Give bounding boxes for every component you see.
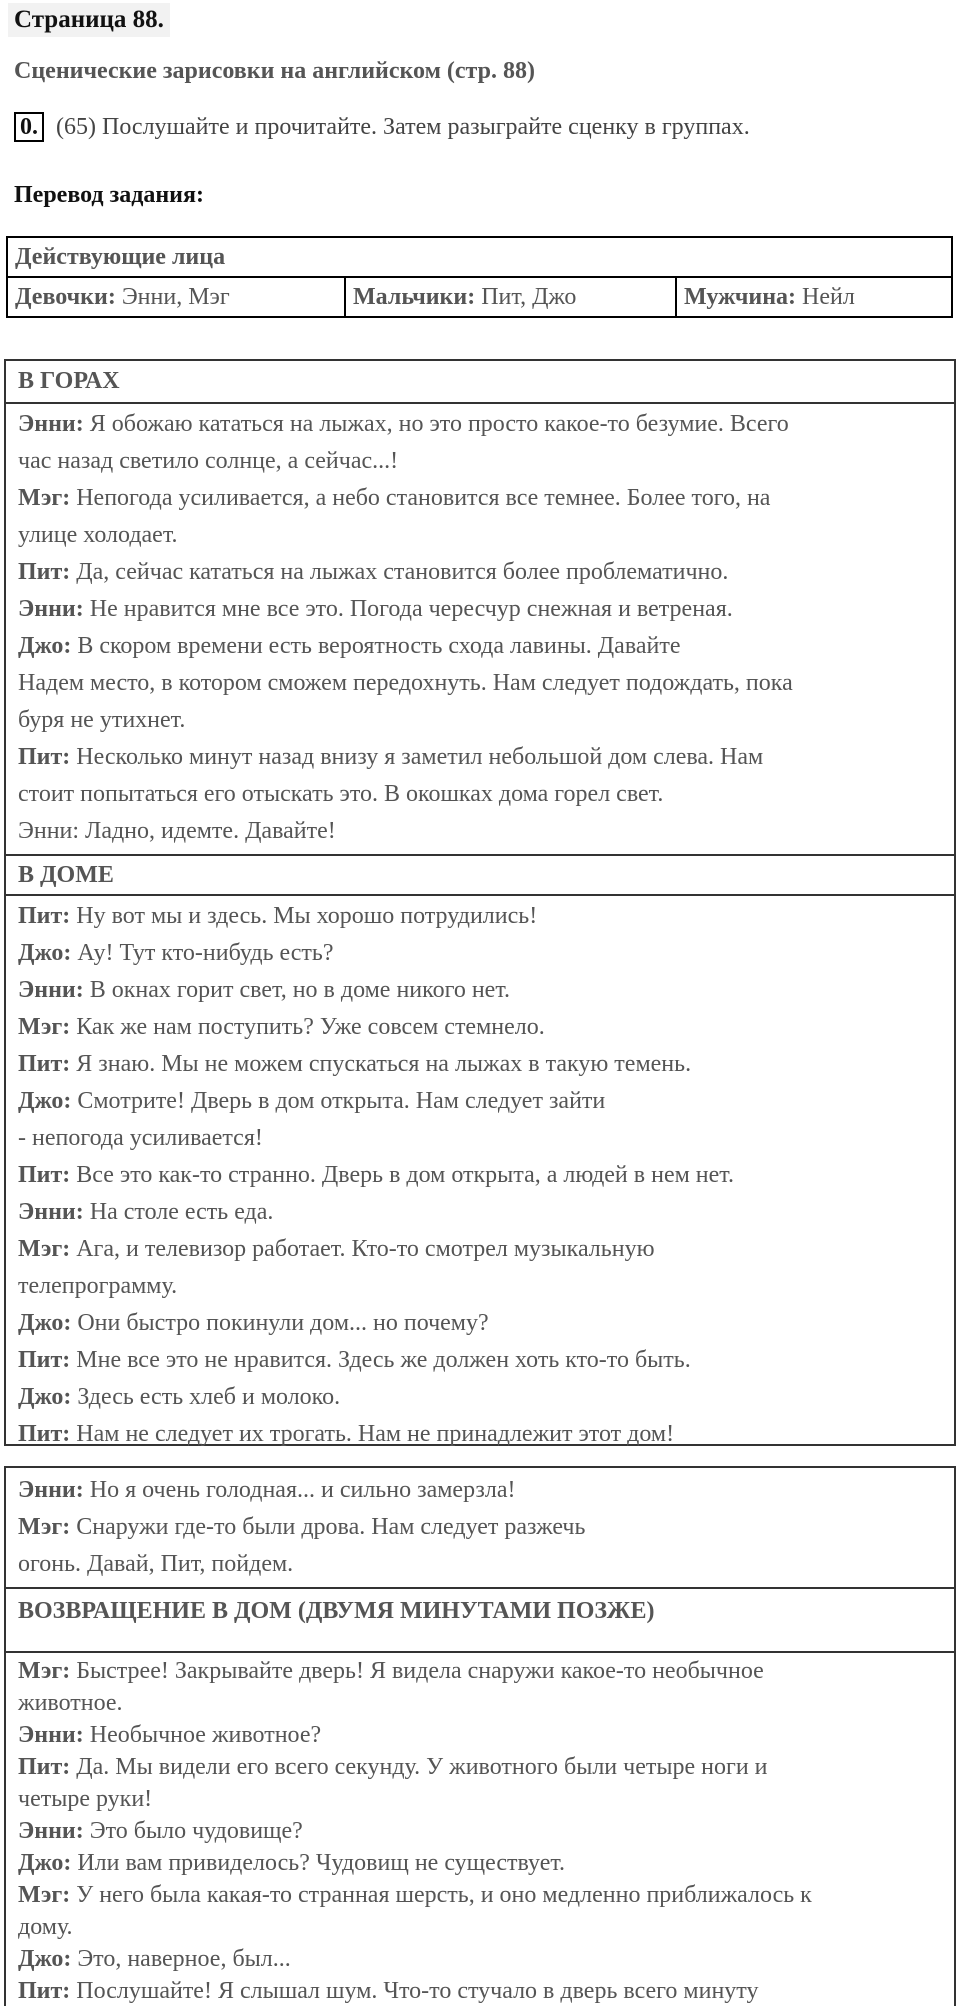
line-text: Да, сейчас кататься на лыжах становится более проблематично. [76,559,729,585]
task-text: (65) Послушайте и прочитайте. Затем разыграйте сценку в группах. [56,114,750,140]
line-text: Надем место, в котором сможем передохнуть. Нам следует подождать, пока [18,670,793,696]
dialogue-line [18,739,942,776]
dialogue-line [18,1509,942,1546]
scene-lines [6,1468,954,1589]
dialogue-line [18,406,942,443]
speaker-name: Пит: [18,744,71,770]
cast-role: Девочки: [15,283,116,310]
line-text: Все это как-то странно. Дверь в дом открыта, а людей в нем нет. [76,1162,734,1188]
speaker-name: Энни: [18,411,84,437]
line-text: Не нравится мне все это. Погода чересчур снежная и ветреная. [89,596,733,622]
line-text: огонь. Давай, Пит, пойдем. [18,1551,294,1577]
dialogue-line [18,1194,942,1231]
speaker-name: Мэг: [18,1014,71,1040]
dialogue-line [18,1751,942,1783]
dialogue-line [18,1083,942,1120]
dialogue-line [18,776,942,813]
page-title: Страница 88. [8,3,170,37]
cast-cell [676,277,952,317]
line-text: Это было чудовище? [89,1818,303,1844]
dialogue-line [18,702,942,739]
dialogue-line [18,665,942,702]
speaker-name: Джо: [18,1946,72,1972]
dialogue-line [18,1719,942,1751]
speaker-name: Энни: [18,1199,84,1225]
cast-cell [7,277,345,317]
cast-header: Действующие лица [7,237,952,277]
line-text: Они быстро покинули дом... но почему? [77,1310,489,1336]
speaker-name: Мэг: [18,485,71,511]
speaker-name: Джо: [18,633,72,659]
line-text: Необычное животное? [89,1722,322,1748]
dialogue-line [18,1815,942,1847]
line-text: телепрограмму. [18,1273,178,1299]
scene-lines [6,404,954,854]
speaker-name: Джо: [18,1310,72,1336]
line-text: Как же нам поступить? Уже совсем стемнело. [76,1014,545,1040]
speaker-name: Мэг: [18,1236,71,1262]
line-text: улице холодает. [18,522,178,548]
cast-names: Нейл [802,283,855,310]
dialogue-line [18,1046,942,1083]
dialogue-line [18,1342,942,1379]
cast-role: Мужчина: [684,283,797,310]
dialogue-line [18,972,942,1009]
dialogue-line [18,517,942,554]
line-text: В окнах горит свет, но в доме никого нет. [89,977,511,1003]
line-text: Ага, и телевизор работает. Кто-то смотрел музыкальную [76,1236,655,1262]
speaker-name: Мэг: [18,1882,71,1908]
cast-role: Мальчики: [353,283,476,310]
scene-title: В ДОМЕ [6,854,954,896]
line-text: Мне все это не нравится. Здесь же должен хоть кто-то быть. [76,1347,691,1373]
speaker-name: Пит: [18,1754,71,1780]
line-text: Непогода усиливается, а небо становится все темнее. Более того, на [76,485,771,511]
line-text: животное. [18,1690,123,1716]
speaker-name: Энни: [18,1477,84,1503]
line-text: Я знаю. Мы не можем спускаться на лыжах в такую темень. [76,1051,692,1077]
dialogue-line [18,1472,942,1509]
line-text: На столе есть еда. [89,1199,274,1225]
speaker-name: Пит: [18,1978,71,2004]
task-number: 0. [14,112,44,142]
dialogue-line [18,1009,942,1046]
dialogue-line [18,1416,942,1453]
dialogue-line [18,1546,942,1583]
line-text: Я обожаю кататься на лыжах, но это просто какое-то безумие. Всего [89,411,789,437]
line-text: Но я очень голодная... и сильно замерзла! [89,1477,516,1503]
line-text: буря не утихнет. [18,707,186,733]
dialogue-line [18,1305,942,1342]
dialogue-line [18,628,942,665]
dialogue-line [18,1379,942,1416]
dialogue-line [18,554,942,591]
scene-lines [6,896,954,1457]
dialogue-line [18,1157,942,1194]
line-text: стоит попытаться его отыскать это. В окошках дома горел свет. [18,781,664,807]
dialogue-line [18,1911,942,1943]
line-text: Нам не следует их трогать. Нам не принадлежит этот дом! [76,1421,675,1447]
speaker-name: Пит: [18,903,71,929]
dialogue-line [18,1120,942,1157]
line-text: Быстрее! Закрывайте дверь! Я видела снаружи какое-то необычное [76,1658,764,1684]
line-text: В скором времени есть вероятность схода лавины. Давайте [77,633,681,659]
line-text: час назад светило солнце, а сейчас...! [18,448,399,474]
line-text: Ау! Тут кто-нибудь есть? [77,940,334,966]
speaker-name: Мэг: [18,1658,71,1684]
dialogue-line [18,1975,942,2007]
dialogue-line [18,935,942,972]
dialogue-line [18,1783,942,1815]
speaker-name: Энни: [18,977,84,1003]
line-text: Здесь есть хлеб и молоко. [77,1384,341,1410]
line-text: - непогода усиливается! [18,1125,263,1151]
scene-title: В ГОРАХ [6,361,954,404]
speaker-name: Пит: [18,1051,71,1077]
speaker-name: Мэг: [18,1514,71,1540]
speaker-name: Пит: [18,1162,71,1188]
speaker-name: Джо: [18,1384,72,1410]
dialogue-line [18,1268,942,1305]
dialogue-line [18,480,942,517]
line-text: Или вам привиделось? Чудовищ не существует. [77,1850,566,1876]
dialogue-line [18,813,942,850]
line-text: Ну вот мы и здесь. Мы хорошо потрудились! [76,903,538,929]
cast-table [6,236,953,318]
speaker-name: Пит: [18,1421,71,1447]
scene-box-2 [4,1466,956,2006]
scene-title: ВОЗВРАЩЕНИЕ В ДОМ (ДВУМЯ МИНУТАМИ ПОЗЖЕ) [6,1589,954,1653]
dialogue-line [18,1655,942,1687]
line-text: четыре руки! [18,1786,153,1812]
line-text: Снаружи где-то были дрова. Нам следует разжечь [76,1514,586,1540]
line-text: дому. [18,1914,73,1940]
line-text: Да. Мы видели его всего секунду. У животного были четыре ноги и [76,1754,768,1780]
speaker-name: Энни: [18,596,84,622]
scene-lines [6,1653,954,2011]
dialogue-line [18,1943,942,1975]
cast-names: Энни, Мэг [121,283,230,310]
speaker-name: Энни: [18,1818,84,1844]
section-subtitle: Сценические зарисовки на английском (стр. 88) [14,58,535,84]
speaker-name: Пит: [18,1347,71,1373]
dialogue-line [18,1231,942,1268]
line-text: Послушайте! Я слышал шум. Что-то стучало в дверь всего минуту [76,1978,759,2004]
translation-header: Перевод задания: [14,182,204,208]
line-text: У него была какая-то странная шерсть, и оно медленно приближалось к [76,1882,812,1908]
dialogue-line [18,591,942,628]
cast-cell [345,277,676,317]
line-text: Несколько минут назад внизу я заметил небольшой дом слева. Нам [76,744,764,770]
dialogue-line [18,898,942,935]
speaker-name: Джо: [18,1850,72,1876]
dialogue-line [18,1879,942,1911]
cast-names: Пит, Джо [481,283,577,310]
speaker-name: Джо: [18,1088,72,1114]
speaker-name: Пит: [18,559,71,585]
dialogue-line [18,1847,942,1879]
dialogue-line [18,443,942,480]
scene-box-1 [4,359,956,1446]
dialogue-line [18,1687,942,1719]
line-text: Смотрите! Дверь в дом открыта. Нам следует зайти [77,1088,606,1114]
speaker-name: Джо: [18,940,72,966]
line-text: Это, наверное, был... [77,1946,291,1972]
speaker-name: Энни: [18,1722,84,1748]
line-text: Энни: Ладно, идемте. Давайте! [18,818,336,844]
task-instruction [14,112,750,142]
